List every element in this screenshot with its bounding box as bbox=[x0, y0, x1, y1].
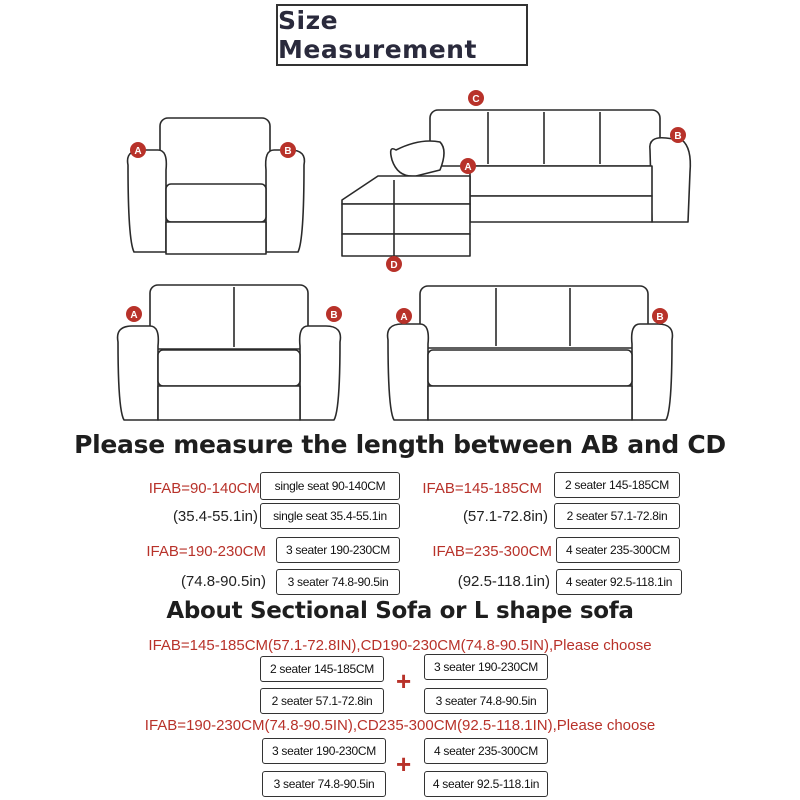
size-label: IFAB=190-230CM bbox=[146, 543, 266, 560]
svg-text:A: A bbox=[134, 146, 142, 157]
measure-heading: Please measure the length between AB and CD bbox=[74, 430, 726, 459]
size-box: single seat 35.4-55.1in bbox=[260, 503, 400, 529]
svg-text:A: A bbox=[464, 162, 472, 173]
three-seater-drawing bbox=[388, 286, 673, 420]
armchair-drawing bbox=[128, 118, 305, 254]
svg-text:B: B bbox=[674, 131, 682, 142]
sectional-heading: About Sectional Sofa or L shape sofa bbox=[166, 598, 634, 624]
sectional-instruction: IFAB=145-185CM(57.1-72.8IN),CD190-230CM(74.8-90.5IN),Please choose bbox=[148, 637, 652, 654]
sectional-box: 4 seater 235-300CM bbox=[424, 738, 548, 764]
size-box: 3 seater 74.8-90.5in bbox=[276, 569, 400, 595]
svg-text:A: A bbox=[400, 312, 408, 323]
size-label: IFAB=235-300CM bbox=[432, 543, 552, 560]
size-label: (57.1-72.8in) bbox=[462, 508, 548, 525]
sectional-box: 4 seater 92.5-118.1in bbox=[424, 771, 548, 797]
size-box: single seat 90-140CM bbox=[260, 472, 400, 500]
svg-text:A: A bbox=[130, 310, 138, 321]
marker-a-loveseat bbox=[126, 306, 142, 322]
svg-text:B: B bbox=[330, 310, 338, 321]
svg-text:D: D bbox=[390, 260, 398, 271]
sectional-box: 3 seater 190-230CM bbox=[424, 654, 548, 680]
marker-b-loveseat bbox=[326, 306, 342, 322]
marker-b-sectional bbox=[670, 127, 686, 143]
size-label: IFAB=145-185CM bbox=[422, 480, 542, 497]
size-label: (92.5-118.1in) bbox=[457, 573, 550, 590]
marker-b-armchair bbox=[280, 142, 296, 158]
marker-a-three-seater bbox=[396, 308, 412, 324]
sectional-instruction: IFAB=190-230CM(74.8-90.5IN),CD235-300CM(92.5-118.1IN),Please choose bbox=[144, 717, 656, 734]
sectional-box: 2 seater 145-185CM bbox=[260, 656, 384, 682]
size-box: 3 seater 190-230CM bbox=[276, 537, 400, 563]
marker-a-sectional bbox=[460, 158, 476, 174]
sectional-box: 3 seater 74.8-90.5in bbox=[424, 688, 548, 714]
size-box: 4 seater 235-300CM bbox=[556, 537, 680, 563]
size-box: 2 seater 145-185CM bbox=[554, 472, 680, 498]
sectional-box: 3 seater 190-230CM bbox=[262, 738, 386, 764]
svg-text:B: B bbox=[284, 146, 292, 157]
size-box: 4 seater 92.5-118.1in bbox=[556, 569, 682, 595]
loveseat-drawing bbox=[118, 285, 341, 420]
svg-text:B: B bbox=[656, 312, 664, 323]
sectional-drawing bbox=[342, 110, 690, 256]
marker-d-sectional bbox=[386, 256, 402, 272]
plus-icon: + bbox=[396, 666, 412, 696]
size-box: 2 seater 57.1-72.8in bbox=[554, 503, 680, 529]
marker-c-sectional bbox=[468, 90, 484, 106]
sectional-box: 3 seater 74.8-90.5in bbox=[262, 771, 386, 797]
size-label: (74.8-90.5in) bbox=[180, 573, 266, 590]
size-label: IFAB=90-140CM bbox=[148, 480, 260, 497]
page-title: Size Measurement bbox=[276, 4, 528, 66]
plus-icon: + bbox=[396, 749, 412, 779]
marker-b-three-seater bbox=[652, 308, 668, 324]
svg-text:C: C bbox=[472, 94, 480, 105]
sectional-box: 2 seater 57.1-72.8in bbox=[260, 688, 384, 714]
size-label: (35.4-55.1in) bbox=[172, 508, 258, 525]
marker-a-armchair bbox=[130, 142, 146, 158]
